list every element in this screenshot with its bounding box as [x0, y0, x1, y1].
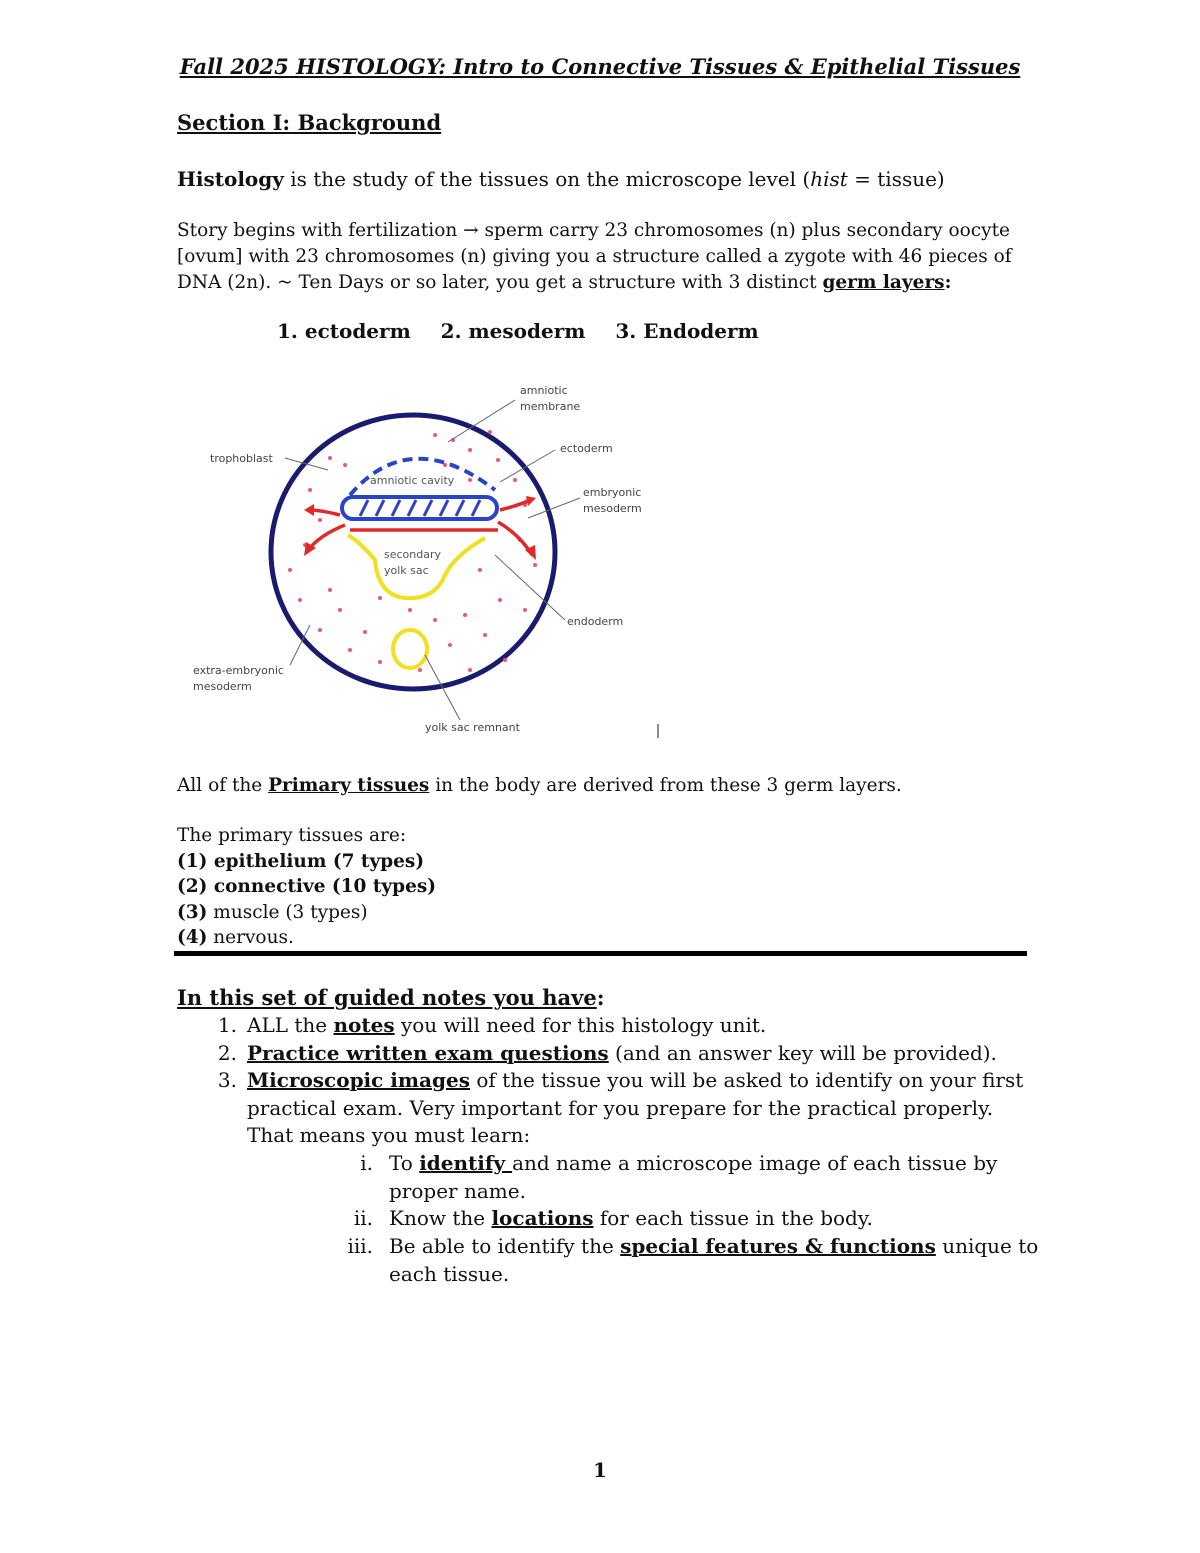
hist-term: hist	[810, 167, 848, 191]
guided-item-2	[217, 1040, 997, 1068]
primary-intro: The primary tissues are:	[177, 825, 407, 846]
guided-heading-colon: :	[596, 985, 605, 1010]
guided-sub-ii	[353, 1205, 873, 1233]
label-amniotic-membrane-1: amniotic	[520, 384, 568, 397]
identify-term: identify	[419, 1151, 513, 1175]
guided-sub-i-a: To	[389, 1151, 420, 1175]
story-paragraph	[177, 218, 1012, 296]
primary-item-3	[177, 900, 436, 926]
primary-item-1-text: epithelium (7 types)	[207, 850, 425, 872]
guided-heading-text: In this set of guided notes you have	[177, 985, 597, 1010]
label-embryonic-mesoderm-1: embryonic	[583, 486, 642, 499]
yolk-sac-remnant	[393, 630, 427, 668]
germ-layer-endoderm: 3. Endoderm	[615, 319, 759, 343]
guided-sub-ii-a: Know the	[389, 1206, 492, 1230]
guided-item-1-a: ALL the	[247, 1013, 334, 1037]
primary-item-4	[177, 925, 436, 951]
section-heading: Section I: Background	[177, 110, 442, 135]
primary-item-3-text: muscle (3 types)	[207, 901, 368, 923]
germ-layers-list	[277, 318, 759, 344]
guided-item-3-b: of the tissue you will be asked to identify on your first	[469, 1068, 1024, 1092]
histology-text-b: = tissue)	[847, 167, 945, 191]
guided-sub-i	[360, 1150, 998, 1205]
histology-term: Histology	[177, 167, 284, 191]
story-line-3-colon: :	[944, 272, 952, 293]
page-title: Fall 2025 HISTOLOGY: Intro to Connective Tissues & Epithelial Tissues	[179, 54, 1021, 79]
microscopic-images-term: Microscopic images	[247, 1068, 470, 1092]
guided-sub-iii-line-2: each tissue.	[389, 1261, 510, 1286]
guided-sub-ii-num: ii.	[353, 1206, 373, 1230]
primary-tissues-term: Primary tissues	[268, 775, 430, 796]
label-amniotic-cavity: amniotic cavity	[370, 474, 455, 487]
primary-item-1-num: (1)	[177, 850, 208, 872]
guided-item-2-num: 2.	[217, 1041, 237, 1065]
histology-text-a: is the study of the tissues on the microscope level (	[283, 167, 811, 191]
label-extra-embryonic-mesoderm-2: mesoderm	[193, 680, 252, 693]
guided-item-2-b: (and an answer key will be provided).	[608, 1041, 997, 1065]
guided-sub-iii-a: Be able to identify the	[389, 1234, 621, 1258]
label-secondary-yolk-sac-1: secondary	[384, 548, 442, 561]
practice-questions-term: Practice written exam questions	[247, 1041, 609, 1065]
guided-item-3	[217, 1067, 1024, 1150]
guided-item-1	[217, 1012, 767, 1040]
locations-term: locations	[491, 1206, 594, 1230]
guided-item-1-num: 1.	[217, 1013, 237, 1037]
guided-sub-iii-b: unique to	[935, 1234, 1039, 1258]
germ-layer-ectoderm: 1. ectoderm	[277, 319, 411, 343]
guided-sub-i-num: i.	[360, 1151, 373, 1175]
guided-item-3-line-2: practical exam. Very important for you prepare for the practical properly.	[247, 1095, 994, 1120]
story-line-2: [ovum] with 23 chromosomes (n) giving you a structure called a zygote with 46 pieces of	[177, 246, 1012, 267]
guided-item-3-line-3: That means you must learn:	[247, 1123, 531, 1147]
primary-item-4-text: nervous.	[207, 927, 294, 948]
page-number: 1	[593, 1458, 607, 1482]
label-secondary-yolk-sac-2: yolk sac	[384, 564, 429, 577]
primary-tissues-sentence	[177, 773, 902, 799]
primary-item-1	[177, 849, 436, 875]
label-extra-embryonic-mesoderm-1: extra-embryonic	[193, 664, 284, 677]
story-line-1: Story begins with fertilization → sperm carry 23 chromosomes (n) plus secondary oocyte	[177, 220, 1010, 241]
label-amniotic-membrane-2: membrane	[520, 400, 581, 413]
primary-text-a: All of the	[177, 775, 269, 796]
label-embryonic-mesoderm-2: mesoderm	[583, 502, 642, 515]
label-trophoblast: trophoblast	[210, 452, 273, 465]
primary-item-2-num: (2)	[177, 876, 208, 897]
germ-layers-term: germ layers	[822, 272, 945, 293]
primary-tissues-block	[177, 823, 436, 951]
ectoderm-hatching	[360, 500, 480, 516]
guided-item-1-b: you will need for this histology unit.	[394, 1013, 767, 1037]
guided-sub-ii-b: for each tissue in the body.	[593, 1206, 873, 1230]
primary-item-2	[177, 874, 436, 900]
guided-item-3-num: 3.	[217, 1068, 237, 1092]
histology-definition	[177, 166, 945, 192]
notes-term: notes	[333, 1013, 395, 1037]
primary-text-b: in the body are derived from these 3 germ layers.	[429, 775, 902, 796]
label-ectoderm: ectoderm	[560, 442, 613, 455]
label-endoderm: endoderm	[567, 615, 624, 628]
primary-item-2-text: connective (10 types)	[207, 876, 437, 897]
guided-notes-heading	[177, 985, 604, 1011]
embryo-diagram	[180, 370, 680, 750]
special-features-term: special features & functions	[620, 1234, 936, 1258]
story-line-3	[177, 270, 1012, 296]
story-line-3-text: DNA (2n). ~ Ten Days or so later, you get a structure with 3 distinct	[177, 272, 823, 293]
section-divider	[174, 951, 1027, 956]
guided-sub-iii-num: iii.	[347, 1234, 373, 1258]
label-yolk-sac-remnant: yolk sac remnant	[425, 721, 520, 734]
primary-item-3-num: (3)	[177, 901, 208, 923]
guided-sub-i-b: and name a microscope image of each tissue by	[512, 1151, 998, 1175]
guided-sub-i-line-2: proper name.	[389, 1178, 526, 1203]
germ-layer-mesoderm: 2. mesoderm	[440, 319, 586, 343]
guided-sub-iii	[347, 1233, 1039, 1288]
primary-item-4-num: (4)	[177, 927, 208, 948]
